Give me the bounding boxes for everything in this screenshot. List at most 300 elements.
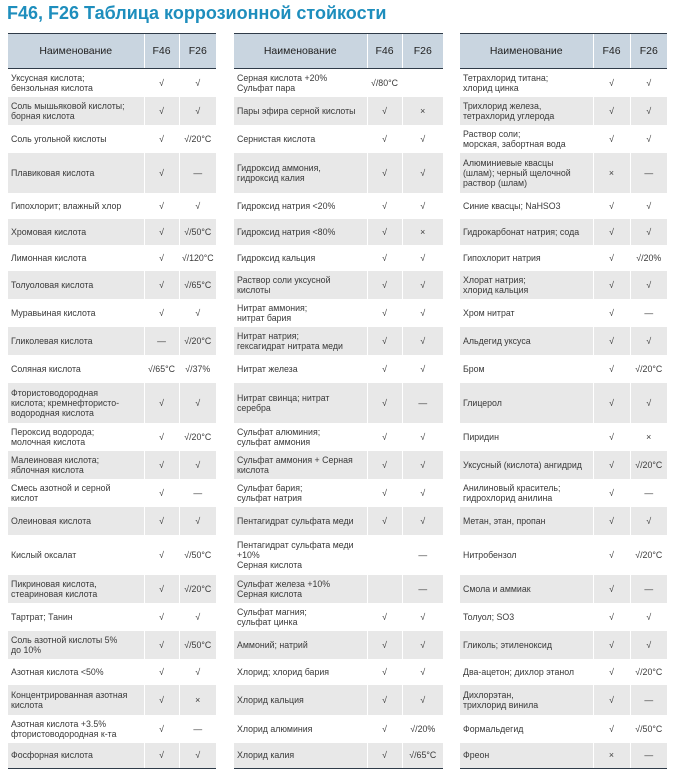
f46-cell: √ (367, 299, 402, 327)
f46-cell: √ (144, 125, 179, 153)
table-row (460, 153, 667, 193)
table-row (234, 603, 443, 631)
f46-cell: √ (593, 245, 630, 271)
substance-cell: Пентагидрат сульфата меди +10% Серная кислота (237, 539, 354, 570)
substance-cell: Хромовая кислота (8, 219, 144, 245)
f46-cell: √ (144, 743, 179, 769)
f26-cell: √/20% (402, 715, 443, 743)
substance-cell: Азотная кислота +3.5% фтористоводородная к-та (11, 718, 117, 739)
f26-cell: √/20% (630, 245, 667, 271)
substance-cell: Сульфат железа +10% Серная кислота (234, 575, 367, 603)
header-f46: F46 (367, 34, 402, 69)
f46-cell: √ (593, 125, 630, 153)
table-row (460, 383, 667, 423)
f46-cell: √ (367, 743, 402, 769)
table-row (460, 245, 667, 271)
table-row (234, 383, 443, 423)
f26-cell: × (402, 97, 443, 125)
f46-cell: √ (593, 69, 630, 97)
table-row (8, 507, 216, 535)
table-row (8, 271, 216, 299)
table-row (8, 153, 216, 193)
f26-cell: √ (402, 685, 443, 715)
f46-cell: √ (144, 69, 179, 97)
f46-cell: √ (367, 479, 402, 507)
f26-cell: √ (402, 125, 443, 153)
substance-cell: Хлорид; хлорид бария (237, 666, 330, 677)
substance-cell: Муравьиная кислота (11, 307, 96, 318)
substance-cell: Нитрат железа (237, 363, 298, 374)
f46-cell: √ (593, 575, 630, 603)
f46-cell: √ (367, 423, 402, 451)
f46-cell: √ (144, 219, 179, 245)
f26-cell: — (630, 685, 667, 715)
f46-cell: √ (593, 383, 630, 423)
table-row (460, 299, 667, 327)
f26-cell: √/20°C (630, 659, 667, 685)
table-row (234, 507, 443, 535)
f46-cell: √ (144, 271, 179, 299)
table-row (8, 631, 216, 659)
substance-cell: Хром нитрат (463, 307, 515, 318)
substance-cell: Концентрированная азотная кислота (8, 685, 144, 715)
f46-cell: √ (367, 355, 402, 383)
f26-cell: √/50°C (179, 631, 216, 659)
substance-cell: Сернистая кислота (237, 133, 316, 144)
f46-cell: √ (593, 479, 630, 507)
f26-cell: — (179, 153, 216, 193)
table-row (460, 507, 667, 535)
f46-cell: √ (367, 153, 402, 193)
table-row (8, 299, 216, 327)
table-row (234, 125, 443, 153)
table-row (460, 355, 667, 383)
f26-cell: √ (179, 97, 216, 125)
f46-cell: √ (367, 125, 402, 153)
f26-cell: √ (179, 451, 216, 479)
f46-cell: √ (593, 327, 630, 355)
substance-cell: Глицерол (460, 383, 593, 423)
substance-cell: Гидроксид кальция (237, 252, 316, 263)
table-row (234, 631, 443, 659)
substance-cell: Пары эфира серной кислоты (234, 97, 367, 125)
table-row (234, 327, 443, 355)
substance-cell: Соль угольной кислоты (11, 133, 107, 144)
substance-cell: Гидроксид аммония, гидроксид калия (234, 153, 367, 193)
substance-cell: Серная кислота +20% Сульфат пара (237, 72, 328, 93)
table-row (460, 685, 667, 715)
f46-cell: √ (144, 193, 179, 219)
f26-cell: √/20°C (630, 535, 667, 575)
f46-cell: √ (144, 451, 179, 479)
f46-cell: √ (144, 685, 179, 715)
substance-cell: Гидроксид натрия <20% (237, 200, 336, 211)
substance-cell: Сульфат аммония + Серная кислота (234, 451, 367, 479)
substance-cell: Гликолевая кислота (8, 327, 144, 355)
f26-cell: √ (630, 603, 667, 631)
f46-cell: √ (367, 715, 402, 743)
f46-cell: √/80°C (367, 69, 402, 97)
f46-cell: √ (144, 153, 179, 193)
f26-cell: √ (402, 603, 443, 631)
substance-cell: Раствор соли уксусной кислоты (234, 271, 367, 299)
substance-cell: Фосфорная кислота (8, 743, 144, 769)
f46-cell: √ (144, 535, 179, 575)
f46-cell: √ (593, 97, 630, 125)
header-row (234, 34, 443, 69)
f46-cell: √ (144, 603, 179, 631)
f46-cell: √ (144, 715, 179, 743)
f26-cell: — (630, 743, 667, 769)
f46-cell: √/65°C (144, 355, 179, 383)
table-row (8, 659, 216, 685)
table-row (460, 715, 667, 743)
table-row (8, 685, 216, 715)
table-row (460, 603, 667, 631)
table-row (460, 69, 667, 97)
substance-cell: Сульфат бария; сульфат натрия (237, 482, 303, 503)
table-row (460, 451, 667, 479)
f26-cell: √ (402, 507, 443, 535)
table-row (8, 383, 216, 423)
table-row (460, 631, 667, 659)
f46-cell: √ (144, 299, 179, 327)
substance-cell: Аммоний; натрий (234, 631, 367, 659)
table-row (234, 299, 443, 327)
f26-cell: √ (402, 271, 443, 299)
f26-cell: √/50°C (179, 535, 216, 575)
substance-cell: Пентагидрат сульфата меди (234, 507, 367, 535)
table-row (8, 219, 216, 245)
table-row (234, 659, 443, 685)
substance-cell: Азотная кислота <50% (11, 666, 104, 677)
table-row (460, 271, 667, 299)
f26-cell: — (402, 575, 443, 603)
f26-cell: √ (179, 603, 216, 631)
header-f26: F26 (630, 34, 667, 69)
table-row (234, 479, 443, 507)
table-row (8, 245, 216, 271)
header-row (8, 34, 216, 69)
substance-cell: Сульфат магния; сульфат цинка (237, 606, 307, 627)
substance-cell: Соль мышьяковой кислоты; борная кислота (8, 97, 144, 125)
f26-cell: √ (630, 97, 667, 125)
table-row (234, 271, 443, 299)
f46-cell: √ (144, 383, 179, 423)
f26-cell: — (179, 479, 216, 507)
f46-cell: √ (367, 451, 402, 479)
table-row (8, 327, 216, 355)
f26-cell: √/20°C (630, 355, 667, 383)
f46-cell: — (144, 327, 179, 355)
substance-cell: Нитрат аммония; нитрат бария (237, 302, 308, 323)
f26-cell: √ (179, 299, 216, 327)
f46-cell: √ (367, 603, 402, 631)
corrosion-table-3 (460, 33, 667, 769)
substance-cell: Формальдегид (463, 723, 524, 734)
table-row (460, 423, 667, 451)
f26-cell: × (630, 423, 667, 451)
f46-cell: √ (367, 193, 402, 219)
f46-cell: √ (144, 245, 179, 271)
f46-cell: √ (593, 219, 630, 245)
table-row (460, 575, 667, 603)
substance-cell: Фреон (460, 743, 593, 769)
substance-cell: Синие квасцы; NaHSO3 (463, 200, 561, 211)
substance-cell: Нитробензол (463, 549, 517, 560)
substance-cell: Тетрахлорид титана; хлорид цинка (463, 72, 549, 93)
f26-cell: √/65°C (179, 271, 216, 299)
substance-cell: Пикриновая кислота, стеариновая кислота (8, 575, 144, 603)
substance-cell: Раствор соли; морская, забортная вода (463, 128, 566, 149)
f46-cell: √ (144, 423, 179, 451)
f26-cell: √ (179, 69, 216, 97)
f46-cell: √ (367, 271, 402, 299)
table-row (8, 479, 216, 507)
table-row (8, 451, 216, 479)
f26-cell: √ (179, 507, 216, 535)
f46-cell: √ (593, 507, 630, 535)
f26-cell: √ (402, 423, 443, 451)
f26-cell (402, 69, 443, 97)
f26-cell: √/50°C (179, 219, 216, 245)
table-row (234, 355, 443, 383)
f26-cell: — (402, 535, 443, 575)
f46-cell: √ (367, 507, 402, 535)
header-row (460, 34, 667, 69)
f26-cell: √/20°C (179, 423, 216, 451)
header-name: Наименование (8, 34, 144, 69)
table-row (234, 219, 443, 245)
f46-cell: √ (593, 535, 630, 575)
table-row (234, 69, 443, 97)
f46-cell: √ (593, 299, 630, 327)
table-row (460, 97, 667, 125)
table-row (234, 97, 443, 125)
f26-cell: √ (630, 383, 667, 423)
header-f26: F26 (402, 34, 443, 69)
substance-cell: Олеиновая кислота (8, 507, 144, 535)
header-name: Наименование (460, 34, 593, 69)
f26-cell: — (179, 715, 216, 743)
f26-cell: √/120°C (179, 245, 216, 271)
f46-cell: √ (593, 193, 630, 219)
f26-cell: √ (630, 271, 667, 299)
substance-cell: Нитрат свинца; нитрат серебра (234, 383, 367, 423)
f46-cell: √ (367, 97, 402, 125)
f26-cell: √/37% (179, 355, 216, 383)
table-row (460, 193, 667, 219)
f46-cell: √ (144, 97, 179, 125)
header-f46: F46 (593, 34, 630, 69)
f26-cell: — (630, 479, 667, 507)
f46-cell: √ (144, 659, 179, 685)
f46-cell (367, 535, 402, 575)
f46-cell: √ (367, 685, 402, 715)
table-row (234, 153, 443, 193)
page-title: F46, F26 Таблица коррозионной стойкости (7, 3, 387, 23)
substance-cell: Пероксид водорода; молочная кислота (11, 426, 95, 447)
substance-cell: Пиридин (463, 431, 499, 442)
substance-cell: Гидрокарбонат натрия; сода (460, 219, 593, 245)
f26-cell: √ (179, 193, 216, 219)
substance-cell: Гидроксид натрия <80% (234, 219, 367, 245)
f26-cell: √/20°C (179, 327, 216, 355)
f26-cell: √ (630, 327, 667, 355)
f26-cell: √ (630, 219, 667, 245)
f46-cell: √ (367, 631, 402, 659)
substance-cell: Малеиновая кислота; яблочная кислота (8, 451, 144, 479)
f26-cell: √ (630, 69, 667, 97)
f26-cell: √ (630, 193, 667, 219)
f26-cell: — (402, 383, 443, 423)
f46-cell: √ (593, 271, 630, 299)
substance-cell: Бром (463, 363, 485, 374)
table-row (8, 603, 216, 631)
table-row (460, 743, 667, 769)
f46-cell: √ (367, 659, 402, 685)
f26-cell: — (630, 575, 667, 603)
table-row (8, 69, 216, 97)
f26-cell: √ (179, 659, 216, 685)
table-row (8, 575, 216, 603)
table-row (234, 423, 443, 451)
f26-cell: √ (402, 479, 443, 507)
table-row (234, 575, 443, 603)
f46-cell: √ (593, 659, 630, 685)
substance-cell: Плавиковая кислота (8, 153, 144, 193)
f26-cell: √/50°C (630, 715, 667, 743)
table-row (460, 327, 667, 355)
substance-cell: Анилиновый краситель; гидрохлорид анилина (463, 482, 561, 503)
table-row (8, 743, 216, 769)
f26-cell: √ (179, 743, 216, 769)
table-row (234, 535, 443, 575)
substance-cell: Дихлорэтан, трихлорид винила (460, 685, 593, 715)
substance-cell: Алюминиевые квасцы (шлам); черный щелочной раствор (шлам) (460, 153, 593, 193)
f46-cell: √ (593, 603, 630, 631)
substance-cell: Толуол; SO3 (463, 611, 515, 622)
substance-cell: Гипохлорит натрия (463, 252, 541, 263)
f26-cell: — (630, 153, 667, 193)
header-f46: F46 (144, 34, 179, 69)
f26-cell: √ (630, 631, 667, 659)
table-row (8, 193, 216, 219)
f46-cell: √ (367, 383, 402, 423)
f26-cell: √/20°C (179, 125, 216, 153)
f26-cell: √ (402, 659, 443, 685)
substance-cell: Фтористоводородная кислота; кремнефтористо- водородная кислота (8, 383, 144, 423)
table-row (460, 219, 667, 245)
substance-cell: Уксусный (кислота) ангидрид (460, 451, 593, 479)
f26-cell: √ (402, 327, 443, 355)
substance-cell: Уксусная кислота; бензольная кислота (11, 72, 93, 93)
f26-cell: √ (402, 299, 443, 327)
f46-cell: √ (144, 479, 179, 507)
table-row (460, 659, 667, 685)
header-f26: F26 (179, 34, 216, 69)
f46-cell: √ (593, 451, 630, 479)
substance-cell: Трихлорид железа, тетрахлорид углерода (460, 97, 593, 125)
f26-cell: √ (402, 631, 443, 659)
substance-cell: Смола и аммиак (460, 575, 593, 603)
table-row (234, 685, 443, 715)
f26-cell: × (402, 219, 443, 245)
substance-cell: Кислый оксалат (11, 549, 77, 560)
substance-cell: Нитрат натрия; гексагидрат нитрата меди (234, 327, 367, 355)
substance-cell: Хлорид алюминия (237, 723, 313, 734)
table-row (8, 125, 216, 153)
substance-cell: Метан, этан, пропан (460, 507, 593, 535)
table-row (234, 451, 443, 479)
f46-cell: √ (367, 219, 402, 245)
substance-cell: Гипохлорит; влажный хлор (11, 200, 122, 211)
f26-cell: √/20°C (179, 575, 216, 603)
f46-cell: × (593, 743, 630, 769)
f26-cell: √/20°C (630, 451, 667, 479)
substance-cell: Хлорид калия (234, 743, 367, 769)
table-row (8, 355, 216, 383)
substance-cell: Два-ацетон; дихлор этанол (463, 666, 575, 677)
table-row (460, 479, 667, 507)
f46-cell: √ (593, 715, 630, 743)
table-row (234, 715, 443, 743)
f26-cell: √ (402, 451, 443, 479)
corrosion-table-2 (234, 33, 443, 769)
table-row (460, 535, 667, 575)
f46-cell: √ (367, 245, 402, 271)
f26-cell: √ (402, 355, 443, 383)
substance-cell: Альдегид уксуса (460, 327, 593, 355)
f26-cell: √ (179, 383, 216, 423)
f46-cell: √ (593, 423, 630, 451)
f26-cell: √ (402, 193, 443, 219)
substance-cell: Гликоль; этиленоксид (460, 631, 593, 659)
table-row (460, 125, 667, 153)
substance-cell: Соляная кислота (11, 363, 81, 374)
substance-cell: Смесь азотной и серной кислот (11, 482, 111, 503)
table-row (234, 193, 443, 219)
f46-cell: √ (144, 575, 179, 603)
f46-cell: √ (593, 685, 630, 715)
substance-cell: Хлорид кальция (234, 685, 367, 715)
table-row (8, 715, 216, 743)
f46-cell: √ (593, 355, 630, 383)
substance-cell: Сульфат алюминия; сульфат аммония (237, 426, 321, 447)
f26-cell: √ (630, 125, 667, 153)
table-row (8, 97, 216, 125)
substance-cell: Лимонная кислота (11, 252, 87, 263)
f26-cell: × (179, 685, 216, 715)
f46-cell: √ (144, 631, 179, 659)
table-row (8, 423, 216, 451)
f46-cell (367, 575, 402, 603)
header-name: Наименование (234, 34, 367, 69)
f26-cell: √/65°C (402, 743, 443, 769)
f26-cell: √ (402, 245, 443, 271)
f26-cell: — (630, 299, 667, 327)
f46-cell: √ (367, 327, 402, 355)
f26-cell: √ (630, 507, 667, 535)
substance-cell: Соль азотной кислоты 5% до 10% (8, 631, 144, 659)
table-row (234, 743, 443, 769)
f46-cell: √ (593, 631, 630, 659)
table-row (234, 245, 443, 271)
f46-cell: √ (144, 507, 179, 535)
substance-cell: Хлорат натрия; хлорид кальция (460, 271, 593, 299)
substance-cell: Толуоловая кислота (8, 271, 144, 299)
table-row (8, 535, 216, 575)
